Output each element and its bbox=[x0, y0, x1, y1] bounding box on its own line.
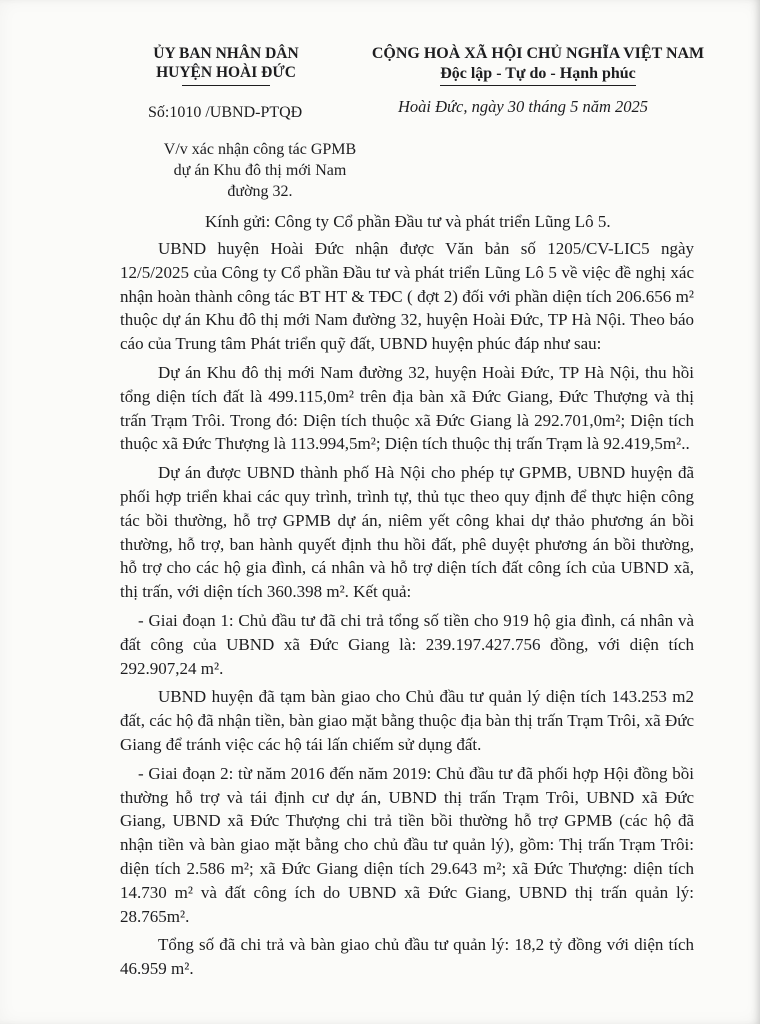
recipient-line: Kính gửi: Công ty Cổ phần Đầu tư và phát triển Lũng Lô 5. bbox=[205, 212, 611, 231]
body-paragraph: Dự án Khu đô thị mới Nam đường 32, huyện Hoài Đức, TP Hà Nội, thu hồi tổng diện tích đất là 499.115,0m² trên địa bàn xã Đức Giang, Đức Thượng và thị trấn Trạm Trôi. Trong đó: Diện tích thuộc xã Đức Giang là 292.701,0m²; Diện tích thuộc xã Đức Thượng là 113.994,5m²; Diện tích thuộc thị trấn Trạm là 92.419,5m².. bbox=[120, 362, 694, 454]
body-paragraph: UBND huyện đã tạm bàn giao cho Chủ đầu tư quản lý diện tích 143.253 m2 đất, các hộ đã nhận tiền, bàn giao mặt bằng thuộc địa bàn thị trấn Trạm Trôi, xã Đức Giang để tránh việc các hộ tái lấn chiếm sử dụng đất. bbox=[120, 687, 694, 754]
agency-underline bbox=[182, 85, 270, 86]
document-body bbox=[120, 237, 694, 986]
body-paragraph-total: Tổng số đã chi trả và bàn giao chủ đầu tư quản lý: 18,2 tỷ đồng với diện tích 46.959 m². bbox=[120, 935, 694, 979]
place-and-date: Hoài Đức, ngày 30 tháng 5 năm 2025 bbox=[398, 97, 649, 116]
nation-title: CỘNG HOÀ XÃ HỘI CHỦ NGHĨA VIỆT NAM bbox=[371, 45, 705, 62]
agency-line-2: HUYỆN HOÀI ĐỨC bbox=[156, 64, 296, 81]
national-header bbox=[346, 44, 730, 86]
agency-line-1: ỦY BAN NHÂN DÂN bbox=[153, 45, 299, 62]
body-paragraph: UBND huyện Hoài Đức nhận được Văn bản số 1205/CV-LIC5 ngày 12/5/2025 của Công ty Cổ phần Đầu tư và phát triển Lũng Lô 5 về việc đề nghị xác nhận hoàn thành công tác BT HT & TĐC ( đợt 2) đối với phần diện tích 206.656 m² thuộc dự án Khu đô thị mới Nam đường 32, huyện Hoài Đức, TP Hà Nội. Theo báo cáo của Trung tâm Phát triển quỹ đất, UBND huyện phúc đáp như sau: bbox=[120, 239, 694, 354]
document-number: Số:1010 /UBND-PTQĐ bbox=[148, 104, 303, 121]
body-paragraph-phase-2: - Giai đoạn 2: từ năm 2016 đến năm 2019: Chủ đầu tư đã phối hợp Hội đồng bồi thường hỗ trợ và tái định cư dự án, UBND thị trấn Trạm Trôi, UBND xã Đức Giang, UBND xã Đức Thượng chi trả tiền bồi thường hỗ trợ GPMB (các hộ đã nhận tiền và bàn giao mặt bằng cho chủ đầu tư quản lý), gồm: Thị trấn Trạm Trôi: diện tích 2.586 m²; xã Đức Giang diện tích 29.643 m²; xã Đức Thượng: diện tích 14.730 m² và đất công ích do UBND xã Đức Giang, UBND thị trấn quản lý: 28.765m². bbox=[120, 763, 694, 926]
body-paragraph-phase-1: - Giai đoạn 1: Chủ đầu tư đã chi trả tổng số tiền cho 919 hộ gia đình, cá nhân và đất công của UBND xã Đức Giang là: 239.197.427.756 đồng, với diện tích 292.907,24 m². bbox=[120, 610, 694, 678]
national-motto: Độc lập - Tự do - Hạnh phúc bbox=[440, 64, 636, 86]
issuing-agency bbox=[116, 44, 336, 86]
document-subject: V/v xác nhận công tác GPMB dự án Khu đô thị mới Nam đường 32. bbox=[163, 141, 357, 200]
body-paragraph: Dự án được UBND thành phố Hà Nội cho phép tự GPMB, UBND huyện đã phối hợp triển khai các quy trình, trình tự, thủ tục theo quy định để thực hiện công tác bồi thường, hỗ trợ GPMB dự án, niêm yết công khai dự thảo phương án bồi thường, hỗ trợ, ban hành quyết định thu hồi đất, phê duyệt phương án bồi thường, hỗ trợ cho các hộ gia đình, cá nhân và hỗ trợ diện tích đất công ích của UBND xã, thị trấn, với diện tích 360.398 m². Kết quả: bbox=[120, 463, 694, 602]
